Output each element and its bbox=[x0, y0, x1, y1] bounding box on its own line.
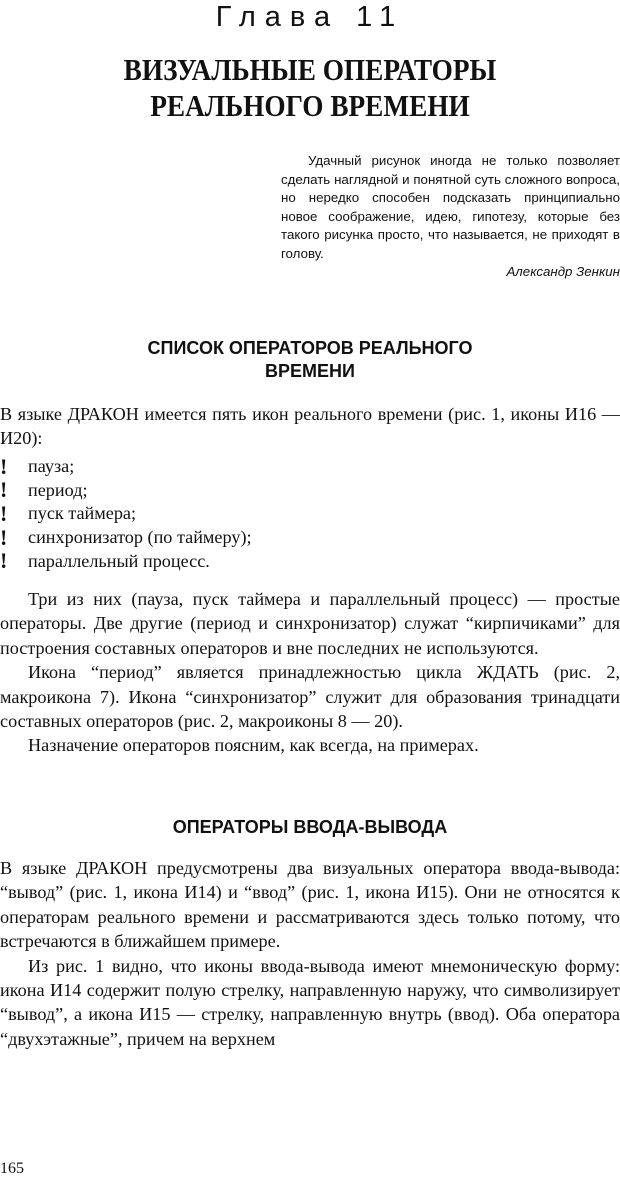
list-item-text: синхронизатор (по таймеру); bbox=[28, 527, 252, 548]
exclamation-bullet-icon: ! bbox=[0, 500, 8, 526]
exclamation-bullet-icon: ! bbox=[0, 453, 8, 479]
list-item bbox=[0, 502, 620, 526]
section-heading-line-2: ВРЕМЕНИ bbox=[265, 361, 355, 381]
list-item-text: период; bbox=[28, 479, 88, 500]
paragraph: Икона “период” является принадлежностью цикла ЖДАТЬ (рис. 2, макроикона 7). Икона “синхронизатор” служит для образования тринадцати составных операторов (рис. 2, макроиконы 8 — 20). bbox=[0, 662, 620, 732]
chapter-label: Глава 11 bbox=[215, 1, 405, 33]
paragraph: В языке ДРАКОН предусмотрены два визуальных оператора ввода-вывода: “вывод” (рис. 1, икона И14) и “ввод” (рис. 1, икона И15). Они не относятся к операторам реального времени и рассматриваются здесь только потому, что встречаются в ближайшем примере. bbox=[0, 858, 620, 952]
exclamation-bullet-icon: ! bbox=[0, 548, 8, 574]
section1-paragraphs bbox=[0, 587, 620, 758]
list-item-text: пуск таймера; bbox=[28, 503, 137, 524]
exclamation-bullet-icon: ! bbox=[0, 524, 8, 550]
epigraph-text: Удачный рисунок иногда не только позволяет сделать наглядной и понятной суть сложного вопроса, но нередко способен подсказать принципиально новое соображение, идею, гипотезу, которые без такого рисунка просто, что называется, не приходят в голову. bbox=[281, 153, 620, 261]
exclamation-bullet-icon: ! bbox=[0, 477, 8, 503]
intro-paragraph-block bbox=[0, 402, 620, 451]
list-item-text: параллельный процесс. bbox=[28, 550, 210, 571]
paragraph: Назначение операторов поясним, как всегда, на примерах. bbox=[28, 735, 479, 756]
paragraph: Три из них (пауза, пуск таймера и параллельный процесс) — простые операторы. Две другие (период и синхронизатор) служат “кирпичиками” для построения составных операторов и вне последних не используются. bbox=[0, 589, 620, 658]
list-item-text: пауза; bbox=[28, 456, 75, 477]
intro-paragraph: В языке ДРАКОН имеется пять икон реального времени (рис. 1, иконы И16 — И20): bbox=[0, 404, 620, 449]
list-item bbox=[0, 479, 620, 503]
list-item bbox=[0, 549, 620, 573]
section2-paragraphs bbox=[0, 856, 620, 1051]
paragraph: Из рис. 1 видно, что иконы ввода-вывода имеют мнемоническую форму: икона И14 содержит полую стрелку, направленную наружу, что символизирует “вывод”, а икона И15 — стрелку, направленную внутрь (ввод). Оба оператора “двухэтажные”, причем на верхнем bbox=[0, 955, 620, 1049]
chapter-title bbox=[37, 52, 583, 124]
epigraph bbox=[281, 152, 620, 282]
chapter-title-line-1: ВИЗУАЛЬНЫЕ ОПЕРАТОРЫ bbox=[123, 52, 497, 87]
epigraph-author: Александр Зенкин bbox=[506, 264, 620, 279]
chapter-title-line-2: РЕАЛЬНОГО ВРЕМЕНИ bbox=[150, 88, 470, 123]
page-number: 165 bbox=[0, 1160, 24, 1177]
list-item bbox=[0, 526, 620, 550]
list-item bbox=[0, 455, 620, 479]
section-heading-realtime bbox=[0, 337, 620, 383]
operator-list bbox=[0, 455, 620, 573]
section-heading-io: ОПЕРАТОРЫ ВВОДА-ВЫВОДА bbox=[172, 817, 448, 837]
section-heading-line-1: СПИСОК ОПЕРАТОРОВ РЕАЛЬНОГО bbox=[147, 338, 473, 358]
